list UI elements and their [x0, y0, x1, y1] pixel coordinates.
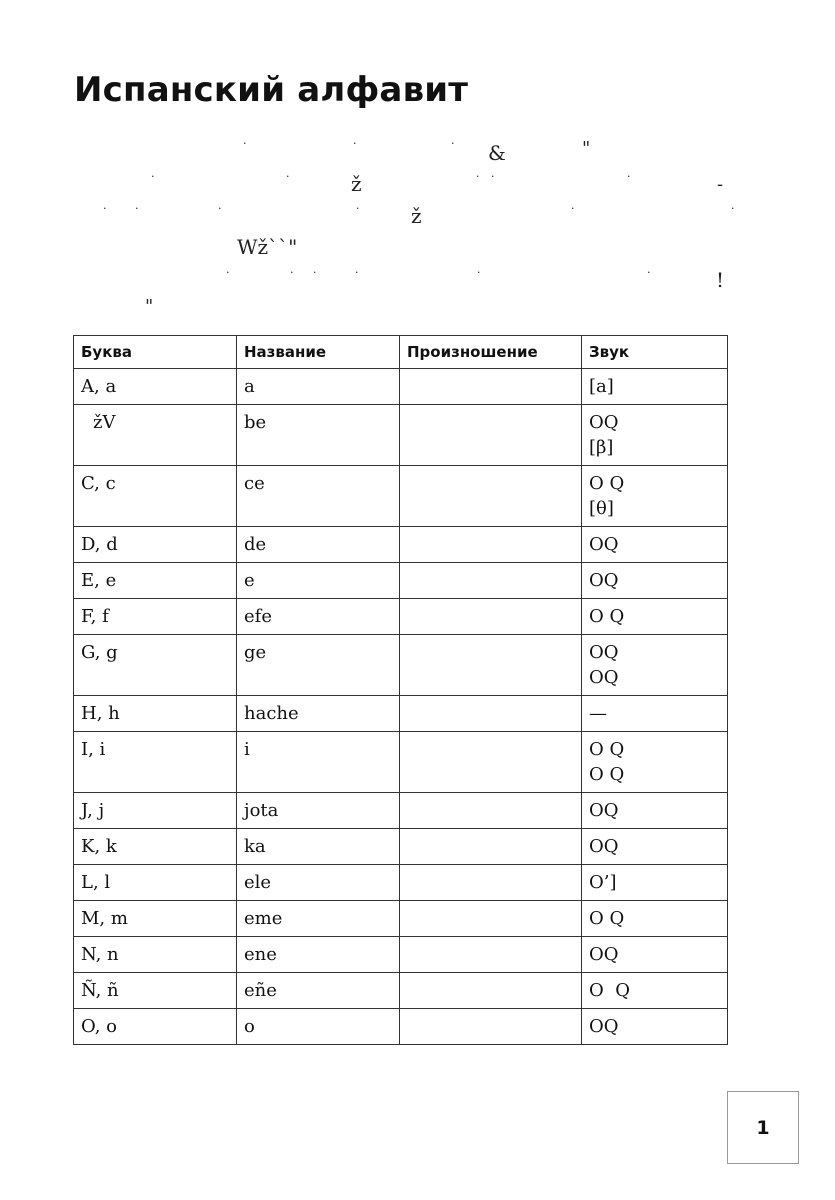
table-row [74, 599, 728, 635]
cell-pronunciation [400, 527, 582, 563]
sound-line: [a] [589, 376, 614, 397]
cell-letter: I, i [74, 732, 237, 793]
cell-name: ce [237, 466, 400, 527]
cell-sound [582, 732, 728, 793]
sound-line: O Q [589, 908, 625, 929]
cell-sound [582, 563, 728, 599]
intro-glyph: · [647, 266, 651, 279]
sound-line: [β] [589, 437, 614, 458]
intro-glyph: · [477, 266, 481, 279]
table-row [74, 865, 728, 901]
intro-glyph: ž [351, 172, 362, 196]
intro-glyph: & [488, 141, 506, 165]
intro-glyph: · [353, 137, 357, 150]
cell-pronunciation [400, 563, 582, 599]
table-row [74, 901, 728, 937]
table-row [74, 973, 728, 1009]
page-title: Испанский алфавит [74, 70, 469, 110]
cell-letter: O, o [74, 1009, 237, 1045]
sound-line: O Q [589, 739, 625, 760]
cell-letter: E, e [74, 563, 237, 599]
cell-name: i [237, 732, 400, 793]
intro-glyph: · [103, 202, 107, 215]
header-sound: Звук [582, 336, 728, 369]
cell-sound [582, 1009, 728, 1045]
cell-name: efe [237, 599, 400, 635]
cell-name: o [237, 1009, 400, 1045]
table-row [74, 527, 728, 563]
cell-letter [74, 405, 237, 466]
sound-line: O Q [589, 764, 625, 785]
cell-letter: D, d [74, 527, 237, 563]
cell-name: a [237, 369, 400, 405]
cell-name: eñe [237, 973, 400, 1009]
cell-name: ge [237, 635, 400, 696]
cell-sound [582, 405, 728, 466]
table-row [74, 793, 728, 829]
intro-glyph: · [476, 170, 480, 183]
intro-glyph: · [286, 170, 290, 183]
page-number: 1 [756, 1116, 770, 1139]
cell-pronunciation [400, 1009, 582, 1045]
cell-pronunciation [400, 696, 582, 732]
cell-name: jota [237, 793, 400, 829]
sound-line: OQ [589, 412, 619, 433]
table-row [74, 937, 728, 973]
cell-sound [582, 369, 728, 405]
table-row [74, 829, 728, 865]
header-pronunciation: Произношение [400, 336, 582, 369]
intro-glyph: · [451, 137, 455, 150]
cell-sound [582, 696, 728, 732]
cell-sound [582, 829, 728, 865]
header-letter: Буква [74, 336, 237, 369]
cell-pronunciation [400, 466, 582, 527]
cell-pronunciation [400, 405, 582, 466]
cell-letter: Ñ, ñ [74, 973, 237, 1009]
sound-line: OQ [589, 836, 619, 857]
cell-letter: F, f [74, 599, 237, 635]
intro-glyph: · [135, 202, 139, 215]
cell-sound [582, 865, 728, 901]
cell-sound [582, 599, 728, 635]
intro-glyph: · [627, 170, 631, 183]
table-header-row [74, 336, 728, 369]
intro-glyph: · [243, 137, 247, 150]
cell-name: ele [237, 865, 400, 901]
intro-glyph: · [571, 202, 575, 215]
intro-glyph: ž [411, 204, 422, 228]
sound-line: OQ [589, 1016, 619, 1037]
cell-name: ka [237, 829, 400, 865]
table-row [74, 563, 728, 599]
sound-line: OQ [589, 667, 619, 688]
table-row [74, 635, 728, 696]
intro-glyph: " [145, 296, 154, 317]
sound-line: O’] [589, 872, 617, 893]
cell-sound [582, 973, 728, 1009]
header-name: Название [237, 336, 400, 369]
sound-line: — [589, 703, 607, 724]
table-body [74, 369, 728, 1045]
cell-letter: K, k [74, 829, 237, 865]
table-row [74, 466, 728, 527]
cell-name: ene [237, 937, 400, 973]
cell-pronunciation [400, 973, 582, 1009]
cell-name: hache [237, 696, 400, 732]
table-row [74, 732, 728, 793]
intro-glyph: · [226, 266, 230, 279]
cell-pronunciation [400, 369, 582, 405]
cell-pronunciation [400, 937, 582, 973]
cell-sound [582, 901, 728, 937]
intro-glyph: · [313, 266, 317, 279]
cell-pronunciation [400, 829, 582, 865]
alphabet-table [73, 335, 728, 1045]
cell-name: e [237, 563, 400, 599]
table-row [74, 696, 728, 732]
cell-pronunciation [400, 865, 582, 901]
intro-glyph: ! [716, 268, 725, 292]
cell-pronunciation [400, 793, 582, 829]
sound-line: OQ [589, 944, 619, 965]
sound-line: OQ [589, 642, 619, 663]
sound-line: OQ [589, 800, 619, 821]
cell-pronunciation [400, 635, 582, 696]
cell-letter-text: žV [93, 412, 116, 433]
cell-letter: N, n [74, 937, 237, 973]
sound-line: [θ] [589, 498, 614, 519]
cell-name: eme [237, 901, 400, 937]
cell-letter: H, h [74, 696, 237, 732]
page-number-box [727, 1091, 799, 1164]
cell-letter: J, j [74, 793, 237, 829]
cell-letter: A, a [74, 369, 237, 405]
garbled-intro-text [0, 0, 835, 330]
intro-glyph: · [218, 202, 222, 215]
cell-letter: C, c [74, 466, 237, 527]
cell-pronunciation [400, 599, 582, 635]
cell-pronunciation [400, 901, 582, 937]
intro-glyph: · [731, 202, 735, 215]
table-row [74, 405, 728, 466]
cell-sound [582, 635, 728, 696]
cell-pronunciation [400, 732, 582, 793]
cell-sound [582, 793, 728, 829]
cell-name: de [237, 527, 400, 563]
cell-letter: M, m [74, 901, 237, 937]
sound-line: OQ [589, 570, 619, 591]
cell-sound [582, 937, 728, 973]
table-row [74, 369, 728, 405]
intro-glyph: " [582, 138, 591, 159]
sound-line: OQ [589, 534, 619, 555]
intro-glyph: · [355, 266, 359, 279]
cell-name: be [237, 405, 400, 466]
intro-glyph: Wž``" [237, 235, 298, 259]
cell-letter: G, g [74, 635, 237, 696]
cell-sound [582, 466, 728, 527]
cell-sound [582, 527, 728, 563]
table-row [74, 1009, 728, 1045]
cell-letter: L, l [74, 865, 237, 901]
intro-glyph: · [491, 170, 495, 183]
sound-line: O Q [589, 980, 630, 1001]
sound-line: O Q [589, 606, 625, 627]
intro-glyph: · [151, 170, 155, 183]
intro-glyph: · [356, 202, 360, 215]
intro-glyph: - [717, 174, 724, 195]
sound-line: O Q [589, 473, 625, 494]
intro-glyph: · [290, 266, 294, 279]
